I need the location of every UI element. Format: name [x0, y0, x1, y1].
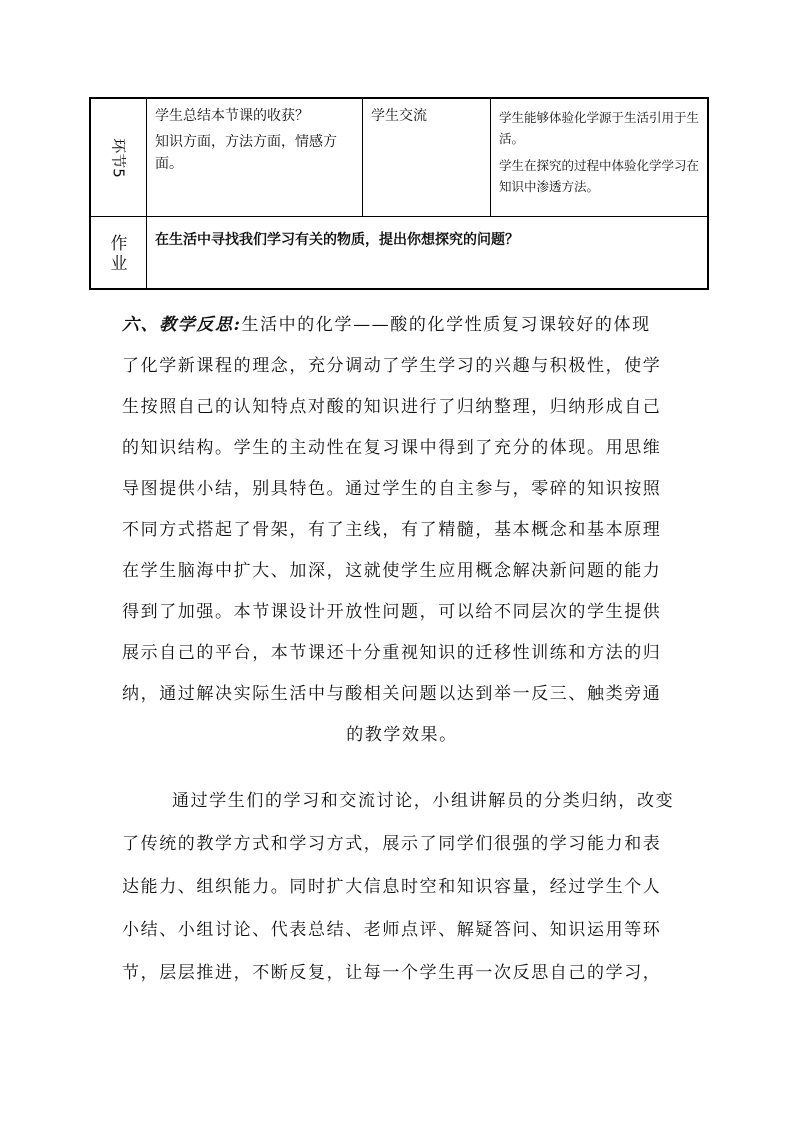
paragraph-2 [122, 787, 682, 1002]
reflection-section [122, 311, 682, 762]
row-label-homework [91, 217, 147, 290]
reflection-line: 的知识结构。学生的主动性在复习课中得到了充分的体现。用思维 [122, 438, 662, 458]
summary-question-cell [155, 105, 360, 179]
reflection-line: 展示自己的平台，本节课还十分重视知识的迁移性训练和方法的归 [122, 643, 662, 663]
paragraph-2-line: 节，层层推进，不断反复，让每一个学生再一次反思自己的学习， [122, 963, 662, 983]
column-divider [362, 99, 363, 216]
reflection-line: 纳，通过解决实际生活中与酸相关问题以达到举一反三、触类旁通 [122, 684, 662, 704]
reflection-line-last: 的教学效果。 [346, 725, 458, 745]
activity-cell: 学生交流 [371, 108, 427, 124]
purpose-line-1: 学生能够体验化学源于生活引用于生活。 [499, 110, 700, 146]
reflection-line: 不同方式搭起了骨架，有了主线，有了精髓，基本概念和基本原理 [122, 520, 662, 540]
purpose-cell [499, 107, 704, 203]
reflection-line: 在学生脑海中扩大、加深，这就使学生应用概念解决新问题的能力 [122, 561, 662, 581]
step5-label: 环节5 [109, 138, 128, 178]
homework-text: 在生活中寻找我们学习有关的物质，提出你想探究的问题？ [155, 232, 519, 248]
reflection-line: 导图提供小结，别具特色。通过学生的自主参与，零碎的知识按照 [122, 479, 662, 499]
summary-aspects: 知识方面，方法方面，情感方面。 [155, 134, 337, 172]
lesson-table [89, 97, 709, 290]
paragraph-2-line: 通过学生们的学习和交流讨论，小组讲解员的分类归纳，改变 [172, 791, 675, 811]
reflection-line: 生按照自己的认知特点对酸的知识进行了归纳整理，归纳形成自己 [122, 397, 662, 417]
reflection-heading: 六、教学反思: [122, 315, 242, 335]
reflection-line: 了化学新课程的理念，充分调动了学生学习的兴趣与积极性，使学 [122, 356, 662, 376]
paragraph-2-line: 达能力、组织能力。同时扩大信息时空和知识容量，经过学生个人 [122, 877, 662, 897]
reflection-line: 六、教学反思:生活中的化学——酸的化学性质复习课较好的体现 [122, 315, 651, 335]
column-divider [490, 99, 491, 216]
reflection-line: 得到了加强。本节课设计开放性问题，可以给不同层次的学生提供 [122, 602, 662, 622]
row-divider [91, 216, 707, 217]
purpose-line-2: 学生在探究的过程中体验化学学习在知识中渗透方法。 [499, 158, 700, 194]
paragraph-2-line: 了传统的教学方式和学习方式，展示了同学们很强的学习能力和表 [122, 834, 662, 854]
summary-question: 学生总结本节课的收获？ [155, 108, 309, 124]
paragraph-2-line: 小结、小组讨论、代表总结、老师点评、解疑答问、知识运用等环 [122, 920, 662, 940]
row-label-step5 [91, 99, 147, 217]
homework-label: 作 业 [110, 233, 128, 274]
